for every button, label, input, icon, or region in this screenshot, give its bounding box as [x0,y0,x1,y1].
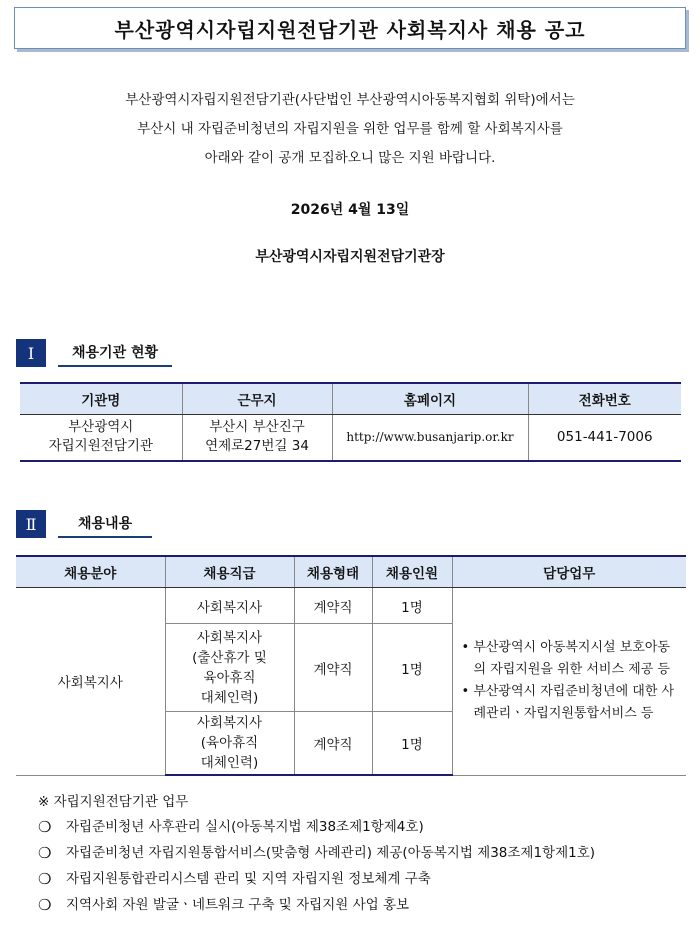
count-cell: 1명 [372,624,452,712]
rank-line: 사회복지사 [196,715,263,731]
rank-line: (출산휴가 및 [192,649,267,666]
duty-text: 부산광역시 자립준비청년에 대한 사례관리ㆍ자립지원통합서비스 등 [473,684,675,722]
col-header: 근무지 [182,383,332,415]
count-cell: 1명 [372,588,452,624]
type-cell: 계약직 [294,624,372,712]
rank-line: 사회복지사 [196,629,263,646]
list-item [38,893,688,917]
circle-bullet-icon: ❍ [38,870,52,888]
phone-number: 051-441-7006 [528,415,681,461]
duty-item: • 부산광역시 아동복지시설 보호아동의 자립지원을 위한 서비스 제공 등 [461,640,670,678]
rank-line: 사회복지사 [196,599,263,616]
col-header: 기관명 [20,383,182,415]
section-2-title: 채용내용 [58,511,152,538]
agency-table [20,382,681,462]
intro-line: 아래와 같이 공개 모집하오니 많은 지원 바랍니다. [204,150,496,166]
col-header: 홈페이지 [332,383,528,415]
col-header: 전화번호 [528,383,681,415]
workplace-line: 부산시 부산진구 [209,419,305,436]
field-cell: 사회복지사 [16,588,165,776]
type-cell: 계약직 [294,712,372,776]
col-header: 채용인원 [372,556,452,588]
agency-duties-list [38,815,688,919]
list-item [38,841,688,865]
workplace-line: 연제로27번길 34 [205,438,309,455]
homepage-link[interactable]: http://www.busanjarip.or.kr [332,415,528,461]
rank-cell [165,712,294,776]
rank-line: 육아휴직 [203,669,256,686]
notice-date: 2026년 4월 13일 [290,202,410,218]
circle-bullet-icon: ❍ [38,896,52,914]
intro-line: 부산시 내 자립준비청년의 자립지원을 위한 업무를 함께 할 사회복지사를 [137,121,563,137]
rank-line: 대체인력) [200,689,259,706]
circle-bullet-icon: ❍ [38,844,52,862]
duties-cell [452,588,686,776]
notice-title: 부산광역시자립지원전담기관 사회복지사 채용 공고 [14,7,686,49]
workplace-cell [182,415,332,461]
rank-line: (육아휴직 [200,735,259,751]
duties-note-title: ※ 자립지원전담기관 업무 [38,794,189,810]
agency-name-line: 자립지원전담기관 [48,438,153,455]
count-cell: 1명 [372,712,452,776]
list-item-text: 자립지원통합관리시스템 관리 및 지역 자립지원 정보체계 구축 [66,871,431,887]
section-2-header [16,508,152,538]
section-1-header [16,337,172,367]
duty-text: 부산광역시 아동복지시설 보호아동의 자립지원을 위한 서비스 제공 등 [473,640,670,678]
agency-name-line: 부산광역시 [68,419,134,436]
rank-cell [165,588,294,624]
list-item-text: 자립준비청년 사후관리 실시(아동복지법 제38조제1항제4호) [66,819,424,835]
list-item [38,815,688,839]
list-item-text: 자립준비청년 자립지원통합서비스(맞춤형 사례관리) 제공(아동복지법 제38조제1항제1호) [66,845,596,861]
rank-cell [165,624,294,712]
list-item-text: 지역사회 자원 발굴ㆍ네트워크 구축 및 자립지원 사업 홍보 [66,897,410,913]
col-header: 채용직급 [165,556,294,588]
intro-line: 부산광역시자립지원전담기관(사단법인 부산광역시아동복지협회 위탁)에서는 [125,92,575,108]
col-header: 채용형태 [294,556,372,588]
circle-bullet-icon: ❍ [38,818,52,836]
recruitment-table [16,555,686,776]
type-cell: 계약직 [294,588,372,624]
list-item [38,867,688,891]
intro-paragraph [30,86,670,173]
section-2-numeral: Ⅱ [16,510,46,538]
duty-item: • 부산광역시 자립준비청년에 대한 사례관리ㆍ자립지원통합서비스 등 [461,684,675,722]
col-header: 담당업무 [452,556,686,588]
signatory: 부산광역시자립지원전담기관장 [255,249,445,265]
agency-name-cell [20,415,182,461]
section-1-title: 채용기관 현황 [58,340,172,367]
col-header: 채용분야 [16,556,165,588]
section-1-numeral: Ⅰ [16,339,46,367]
rank-line: 대체인력) [200,755,259,771]
